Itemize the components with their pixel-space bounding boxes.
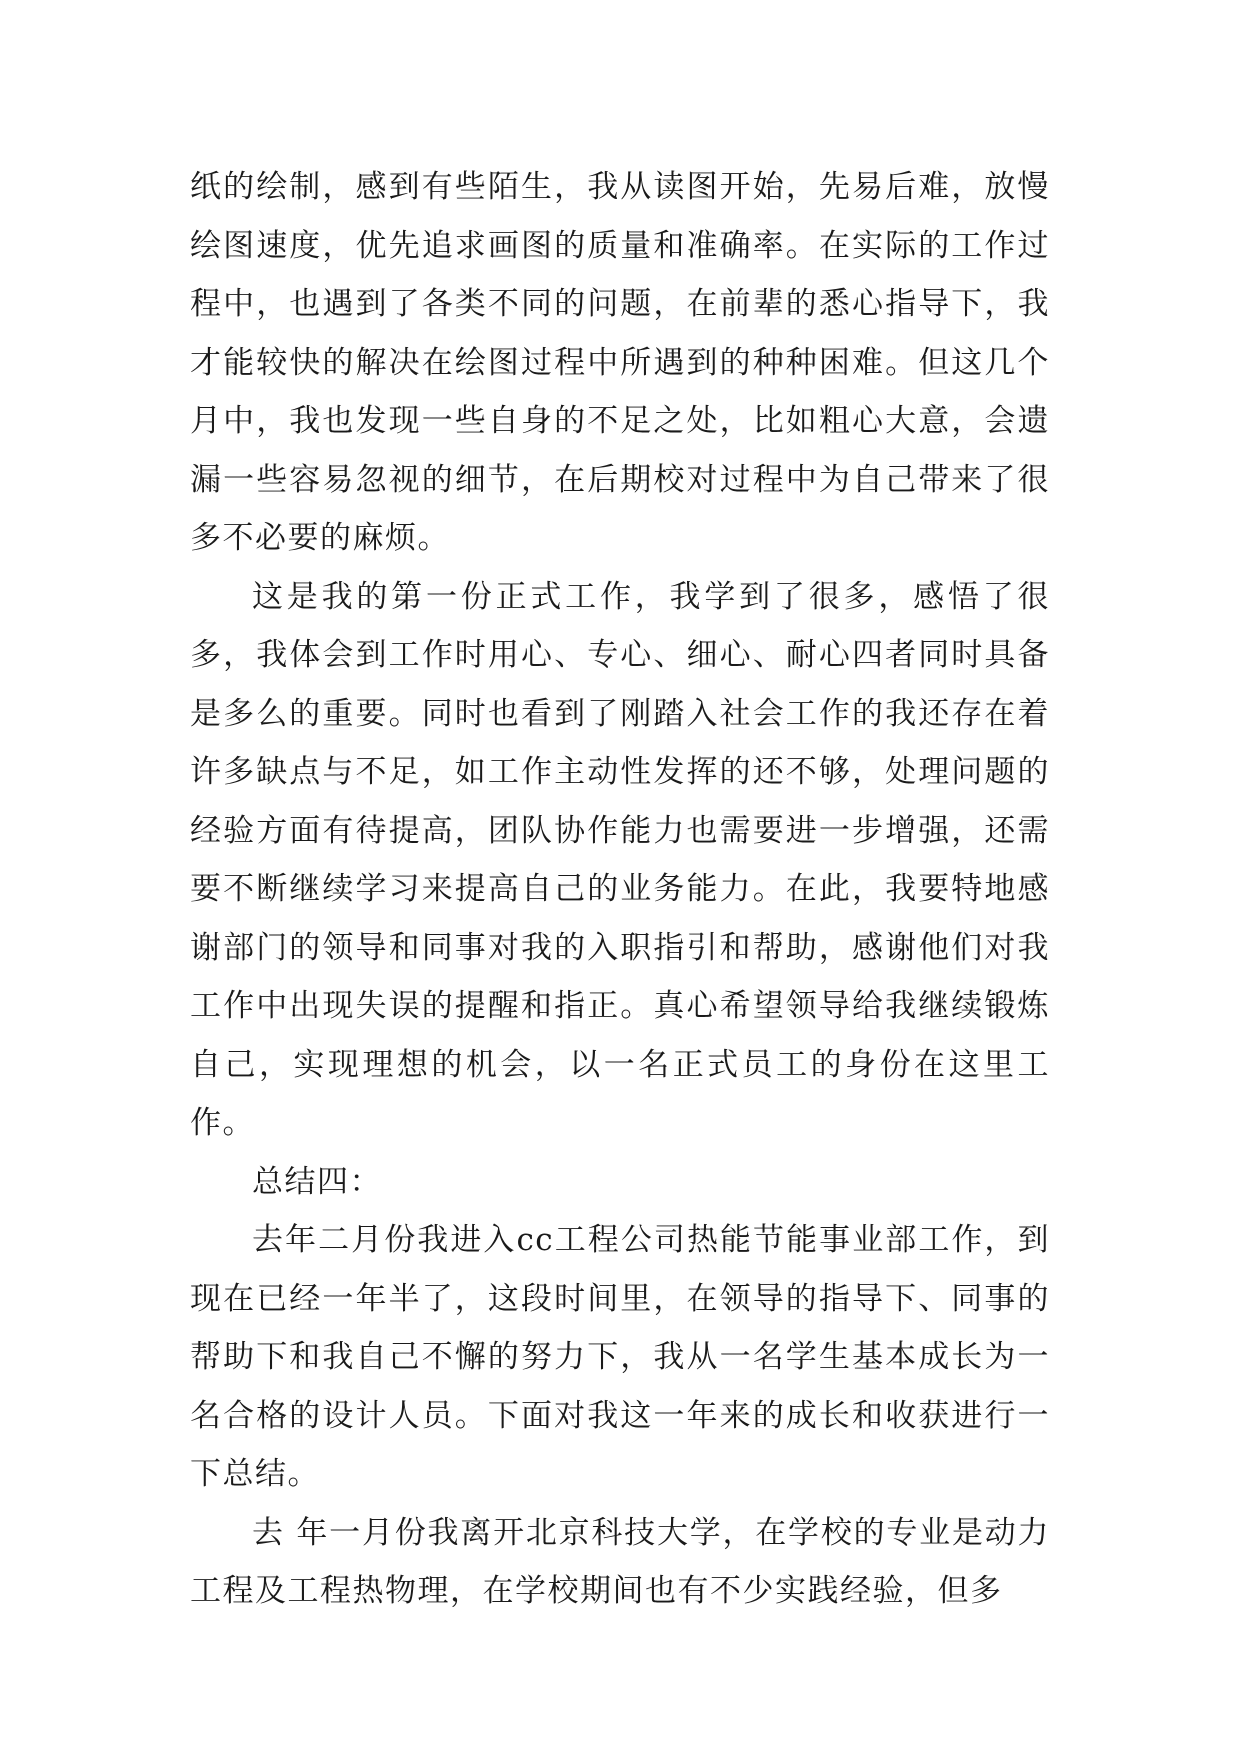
paragraph-first-job-reflection: 这是我的第一份正式工作，我学到了很多，感悟了很多，我体会到工作时用心、专心、细心、耐心四者同时具备是多么的重要。同时也看到了刚踏入社会工作的我还存在着许多缺点与不足，如工作主动性发挥的还不够，处理问题的经验方面有待提高，团队协作能力也需要进一步增强，还需要不断继续学习来提高自己的业务能力。在此，我要特地感谢部门的领导和同事对我的入职指引和帮助，感谢他们对我工作中出现失误的提醒和指正。真心希望领导给我继续锻炼自己，实现理想的机会，以一名正式员工的身份在这里工作。	[190, 578, 1050, 1141]
paragraph-left-university: 去 年一月份我离开北京科技大学，在学校的专业是动力工程及工程热物理，在学校期间也有不少实践经验，但多	[190, 1514, 1050, 1609]
paragraph-joined-company: 去年二月份我进入cc工程公司热能节能事业部工作，到现在已经一年半了，这段时间里，在领导的指导下、同事的帮助下和我自己不懈的努力下，我从一名学生基本成长为一名合格的设计人员。下面对我这一年来的成长和收获进行一下总结。	[190, 1222, 1050, 1492]
section-heading-summary-four: 总结四：	[252, 1163, 382, 1200]
paragraph-continued: 纸的绘制，感到有些陌生，我从读图开始，先易后难，放慢绘图速度，优先追求画图的质量和准确率。在实际的工作过程中，也遇到了各类不同的问题，在前辈的悉心指导下，我才能较快的解决在绘图过程中所遇到的种种困难。但这几个月中，我也发现一些自身的不足之处，比如粗心大意，会遗漏一些容易忽视的细节，在后期校对过程中为自己带来了很多不必要的麻烦。	[190, 169, 1050, 556]
document-body	[190, 158, 1050, 1621]
